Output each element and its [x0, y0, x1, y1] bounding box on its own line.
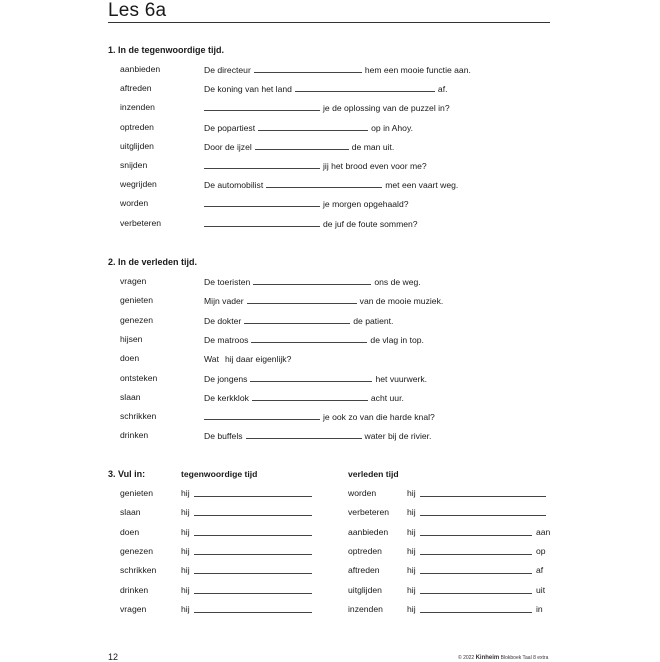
answer-blank[interactable]: [420, 535, 532, 536]
verb-infinitive: schrikken: [120, 565, 157, 576]
verb-infinitive: genezen: [120, 545, 153, 556]
verb-infinitive: aanbieden: [120, 64, 161, 74]
section2-row: [120, 276, 550, 290]
sentence-end: je de oplossing van de puzzel in?: [323, 103, 450, 114]
verb-infinitive: slaan: [120, 391, 141, 402]
verb-infinitive: aftreden: [348, 565, 380, 576]
answer-blank[interactable]: [420, 496, 546, 497]
pronoun: hij: [181, 603, 190, 614]
separable-prefix: aan: [536, 526, 551, 537]
answer-blank[interactable]: [295, 83, 435, 92]
sentence: [204, 64, 471, 75]
section2-row: [120, 411, 550, 425]
answer-blank[interactable]: [420, 554, 532, 555]
past-tense-row: [348, 604, 550, 618]
answer-blank[interactable]: [194, 554, 312, 555]
pronoun: hij: [407, 603, 416, 614]
present-tense-row: [120, 546, 320, 560]
answer-blank[interactable]: [246, 430, 362, 439]
answer-blank[interactable]: [194, 612, 312, 613]
verb-infinitive: worden: [348, 488, 377, 498]
sentence: [204, 353, 291, 364]
sentence-start: Door de ijzel: [204, 141, 252, 152]
section1-row: [120, 218, 550, 232]
separable-prefix: af: [536, 565, 544, 576]
pronoun: hij: [407, 565, 416, 576]
sentence-start: De popartiest: [204, 122, 256, 133]
answer-blank[interactable]: [255, 141, 349, 150]
section2-row: [120, 315, 550, 329]
sentence: [204, 430, 431, 441]
present-tense-row: [120, 527, 320, 541]
answer-blank[interactable]: [251, 334, 367, 343]
sentence-end: de juf de foute sommen?: [323, 218, 418, 229]
section2-row: [120, 392, 550, 406]
separable-prefix: uit: [536, 584, 546, 595]
verb-infinitive: hijsen: [120, 333, 143, 344]
section2-row: [120, 295, 550, 309]
sentence-start: De directeur: [204, 65, 251, 75]
pronoun: hij: [181, 526, 190, 537]
sentence-start: De kerkklok: [204, 392, 249, 403]
sentence-start: De koning van het land: [204, 84, 292, 95]
answer-blank[interactable]: [247, 295, 357, 304]
present-tense-row: [120, 565, 320, 579]
sentence-end: af.: [437, 84, 448, 95]
verb-infinitive: uitglijden: [348, 584, 382, 595]
verb-infinitive: ontsteken: [120, 372, 158, 383]
past-tense-row: [348, 488, 550, 502]
sentence-start: De matroos: [204, 334, 249, 345]
sentence-end: op in Ahoy.: [371, 122, 414, 133]
pronoun: hij: [181, 565, 190, 576]
sentence: [204, 83, 447, 94]
verb-infinitive: vragen: [120, 603, 147, 614]
sentence-start: De automobilist: [204, 180, 264, 191]
pronoun: hij: [407, 507, 416, 518]
verb-infinitive: snijden: [120, 160, 148, 170]
verb-infinitive: doen: [120, 353, 140, 364]
sentence: [204, 373, 427, 384]
sentence-end: hem een mooie functie aan.: [364, 65, 471, 75]
title-divider: [108, 22, 550, 23]
verb-infinitive: inzenden: [120, 102, 155, 113]
past-tense-row: [348, 527, 550, 541]
column-head-present: tegenwoordige tijd: [181, 469, 258, 479]
sentence-end: de patient.: [353, 315, 394, 326]
pronoun: hij: [181, 507, 190, 518]
pronoun: hij: [407, 526, 416, 537]
section1-row: [120, 141, 550, 155]
answer-blank[interactable]: [420, 593, 532, 594]
verb-infinitive: optreden: [348, 545, 382, 556]
answer-blank[interactable]: [194, 535, 312, 536]
section2-row: [120, 373, 550, 387]
past-tense-row: [348, 507, 550, 521]
answer-blank[interactable]: [420, 573, 532, 574]
section2-row: [120, 353, 550, 367]
verb-infinitive: schrikken: [120, 411, 157, 422]
sentence-end: met een vaart weg.: [385, 180, 459, 191]
answer-blank[interactable]: [420, 612, 532, 613]
verb-infinitive: aanbieden: [348, 526, 389, 537]
sentence-start: De dokter: [204, 315, 242, 326]
sentence: [204, 102, 450, 113]
pronoun: hij: [181, 545, 190, 556]
sentence-start: De toeristen: [204, 277, 251, 287]
sentence-end: hij daar eigenlijk?: [224, 354, 292, 365]
verb-infinitive: verbeteren: [348, 507, 390, 518]
verb-infinitive: uitglijden: [120, 140, 154, 151]
verb-infinitive: wegrijden: [120, 179, 157, 190]
answer-blank[interactable]: [204, 218, 320, 227]
sentence-start: Mijn vader: [204, 296, 244, 307]
section1-row: [120, 83, 550, 97]
answer-blank[interactable]: [194, 593, 312, 594]
verb-infinitive: optreden: [120, 121, 154, 132]
past-tense-row: [348, 585, 550, 599]
column-head-past: verleden tijd: [348, 469, 399, 479]
verb-infinitive: drinken: [120, 584, 149, 595]
sentence: [204, 315, 393, 326]
separable-prefix: op: [536, 545, 546, 556]
sentence-start: De buffels: [204, 431, 243, 442]
sentence-end: de vlag in top.: [370, 334, 424, 345]
sentence: [204, 276, 421, 287]
sentence-end: jij het brood even voor me?: [323, 161, 427, 171]
copyright-text: © 2022: [458, 655, 475, 661]
answer-blank[interactable]: [250, 373, 372, 382]
answer-blank[interactable]: [252, 392, 368, 401]
answer-blank[interactable]: [420, 515, 546, 516]
answer-blank[interactable]: [194, 573, 312, 574]
section2-heading: 2. In de verleden tijd.: [108, 257, 198, 267]
verb-infinitive: worden: [120, 198, 149, 209]
answer-blank[interactable]: [204, 198, 320, 207]
pronoun: hij: [407, 545, 416, 556]
sentence: [204, 392, 404, 403]
answer-blank[interactable]: [253, 276, 371, 285]
answer-blank[interactable]: [204, 160, 320, 169]
verb-infinitive: doen: [120, 526, 140, 537]
answer-blank[interactable]: [204, 102, 320, 111]
past-tense-row: [348, 546, 550, 560]
answer-blank[interactable]: [258, 122, 368, 131]
answer-blank[interactable]: [266, 179, 382, 188]
present-tense-row: [120, 604, 320, 618]
page-footer: [458, 655, 548, 661]
verb-infinitive: slaan: [120, 507, 141, 518]
verb-infinitive: genieten: [120, 488, 153, 498]
section1-row: [120, 160, 550, 174]
sentence: [204, 179, 458, 190]
section1-row: [120, 179, 550, 193]
pronoun: hij: [407, 488, 416, 498]
separable-prefix: in: [536, 603, 543, 614]
sentence-start: De jongens: [204, 373, 248, 384]
answer-blank[interactable]: [194, 496, 312, 497]
section2-row: [120, 334, 550, 348]
answer-blank[interactable]: [204, 411, 320, 420]
section1-row: [120, 198, 550, 212]
verb-infinitive: genezen: [120, 314, 153, 325]
pronoun: hij: [181, 584, 190, 595]
sentence: [204, 198, 409, 209]
sentence: [204, 295, 443, 306]
page-number: 12: [108, 652, 119, 662]
section1-row: [120, 122, 550, 136]
sentence: [204, 334, 424, 345]
sentence-end: ons de weg.: [374, 277, 421, 287]
verb-infinitive: genieten: [120, 295, 153, 306]
sentence-end: je morgen opgehaald?: [323, 199, 409, 210]
present-tense-row: [120, 488, 320, 502]
sentence-end: je ook zo van die harde knal?: [323, 412, 435, 423]
sentence-end: van de mooie muziek.: [359, 296, 444, 307]
verb-infinitive: aftreden: [120, 83, 152, 94]
answer-blank[interactable]: [254, 64, 362, 73]
section1-row: [120, 64, 550, 78]
page-title: Les 6a: [108, 0, 167, 21]
answer-blank[interactable]: [194, 515, 312, 516]
sentence: [204, 218, 418, 229]
answer-blank[interactable]: [244, 315, 350, 324]
sentence-start: Wat: [204, 354, 219, 365]
sentence: [204, 141, 394, 152]
publisher-brand: Kinheim: [475, 655, 500, 661]
sentence-end: de man uit.: [351, 141, 395, 152]
verb-infinitive: inzenden: [348, 603, 383, 614]
sentence-end: acht uur.: [370, 392, 404, 403]
verb-infinitive: drinken: [120, 430, 149, 441]
sentence: [204, 122, 413, 133]
section2-row: [120, 430, 550, 444]
section1-heading: 1. In de tegenwoordige tijd.: [108, 45, 225, 55]
verb-infinitive: vragen: [120, 276, 147, 286]
section1-row: [120, 102, 550, 116]
past-tense-row: [348, 565, 550, 579]
verb-infinitive: verbeteren: [120, 217, 162, 228]
present-tense-row: [120, 585, 320, 599]
pronoun: hij: [181, 488, 190, 498]
section3-heading: 3. Vul in:: [108, 469, 146, 479]
sentence-end: het vuurwerk.: [375, 373, 428, 384]
pronoun: hij: [407, 584, 416, 595]
book-title: Blokboek Taal 8 extra: [500, 655, 549, 661]
sentence: [204, 411, 435, 422]
sentence-end: water bij de rivier.: [364, 431, 432, 442]
sentence: [204, 160, 427, 171]
present-tense-row: [120, 507, 320, 521]
